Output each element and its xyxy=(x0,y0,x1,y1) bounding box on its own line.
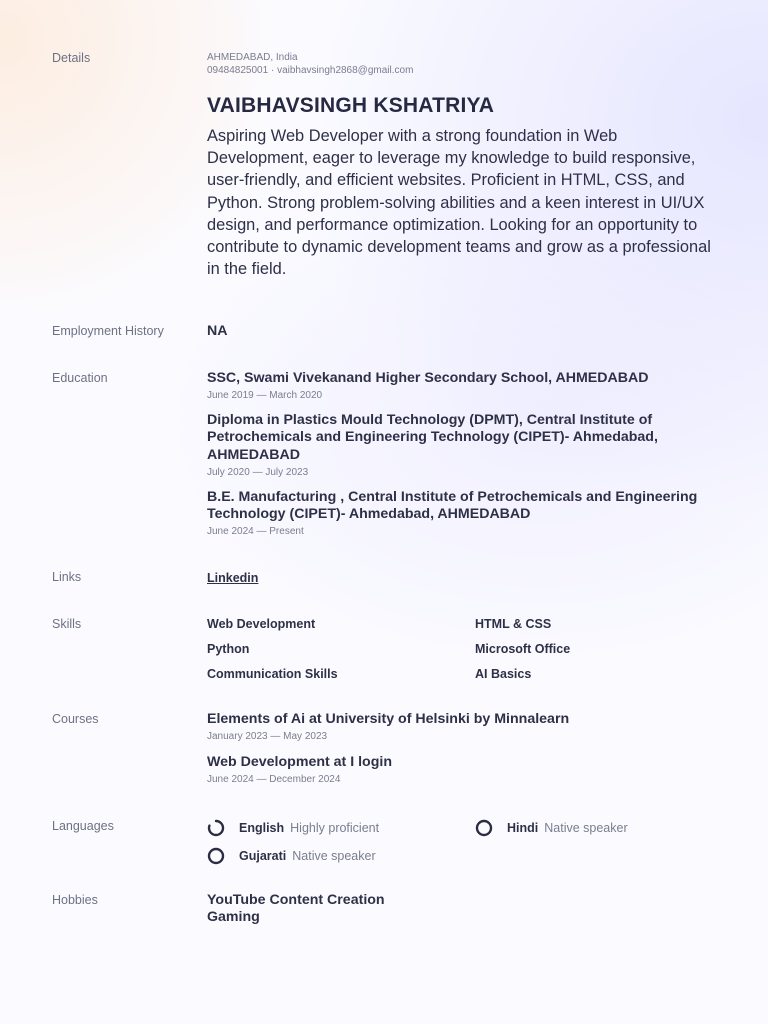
education-title: Diploma in Plastics Mould Technology (DPMT), Central Institute of Petrochemicals and Engineering Technology (CIPET)- Ahmedabad, AHMEDABAD xyxy=(207,412,658,463)
course-title: Elements of Ai at University of Helsinki by Minnalearn xyxy=(207,711,570,727)
language-level: Native speaker xyxy=(544,821,628,835)
education-date: June 2019 — March 2020 xyxy=(207,390,323,402)
hobbies-content xyxy=(207,892,719,926)
employment-label: Employment History xyxy=(52,324,164,338)
language-name: Hindi xyxy=(507,821,539,835)
language-name: Gujarati xyxy=(239,849,287,863)
proficiency-ring-icon xyxy=(475,819,493,837)
employment-value: NA xyxy=(207,323,228,339)
language-item xyxy=(475,819,628,837)
skill-item: Communication Skills xyxy=(207,666,338,681)
education-content xyxy=(207,370,719,538)
courses-label: Courses xyxy=(52,712,99,726)
details-content xyxy=(207,51,719,280)
education-title: SSC, Swami Vivekanand Higher Secondary School, AHMEDABAD xyxy=(207,370,649,386)
proficiency-ring-arc xyxy=(209,821,223,835)
proficiency-ring-icon xyxy=(207,847,225,865)
language-level: Native speaker xyxy=(292,849,376,863)
education-entry xyxy=(207,412,719,479)
education-label: Education xyxy=(52,371,108,385)
proficiency-ring-arc xyxy=(477,821,491,835)
languages-label: Languages xyxy=(52,819,114,833)
links-label: Links xyxy=(52,570,82,584)
language-level: Highly proficient xyxy=(290,821,380,835)
languages-section xyxy=(52,819,724,879)
education-date: July 2020 — July 2023 xyxy=(207,466,309,478)
education-date: June 2024 — Present xyxy=(207,526,304,538)
course-title: Web Development at I login xyxy=(207,754,392,771)
education-title: B.E. Manufacturing , Central Institute of Petrochemicals and Engineering Technology (CIPET)- Ahmedabad, AHMEDABAD xyxy=(207,488,698,523)
skill-item: Microsoft Office xyxy=(475,641,571,656)
hobby-item: Gaming xyxy=(207,909,260,925)
skill-item: Python xyxy=(207,641,250,656)
education-entry xyxy=(207,370,719,402)
skill-item: AI Basics xyxy=(475,666,532,681)
language-name: English xyxy=(239,821,285,835)
profile-summary: Aspiring Web Developer with a strong foundation in Web Development, eager to leverage my knowledge to build responsive, user-friendly, and efficient websites. Proficient in HTML, CSS, and Python. Strong problem-solving abilities and a keen interest in UI/UX design, and performance optimization. Looking for an opportunity to contribute to dynamic development teams and grow as a professional in the field. xyxy=(207,127,711,279)
employment-content xyxy=(207,323,719,340)
skill-item: Web Development xyxy=(207,617,316,631)
proficiency-ring-icon xyxy=(207,819,225,837)
links-content xyxy=(207,569,719,587)
location-text: AHMEDABAD, India xyxy=(207,52,298,63)
proficiency-ring-arc xyxy=(209,849,223,863)
hobby-item: YouTube Content Creation xyxy=(207,892,385,908)
skills-grid xyxy=(207,617,719,681)
skills-label: Skills xyxy=(52,617,82,631)
languages-content xyxy=(207,819,719,879)
language-item xyxy=(207,847,376,865)
skill-item: HTML & CSS xyxy=(475,617,552,631)
education-entry xyxy=(207,489,719,538)
courses-content xyxy=(207,711,719,786)
hobbies-label: Hobbies xyxy=(52,893,98,907)
candidate-name: VAIBHAVSINGH KSHATRIYA xyxy=(207,94,495,117)
details-label: Details xyxy=(52,51,91,65)
language-item xyxy=(207,819,379,837)
contact-text: 09484825001 · vaibhavsingh2868@gmail.com xyxy=(207,65,414,76)
course-date: June 2024 — December 2024 xyxy=(207,774,341,786)
course-entry xyxy=(207,711,719,743)
course-date: January 2023 — May 2023 xyxy=(207,731,328,743)
course-entry xyxy=(207,754,719,786)
linkedin-link[interactable]: Linkedin xyxy=(207,571,259,585)
